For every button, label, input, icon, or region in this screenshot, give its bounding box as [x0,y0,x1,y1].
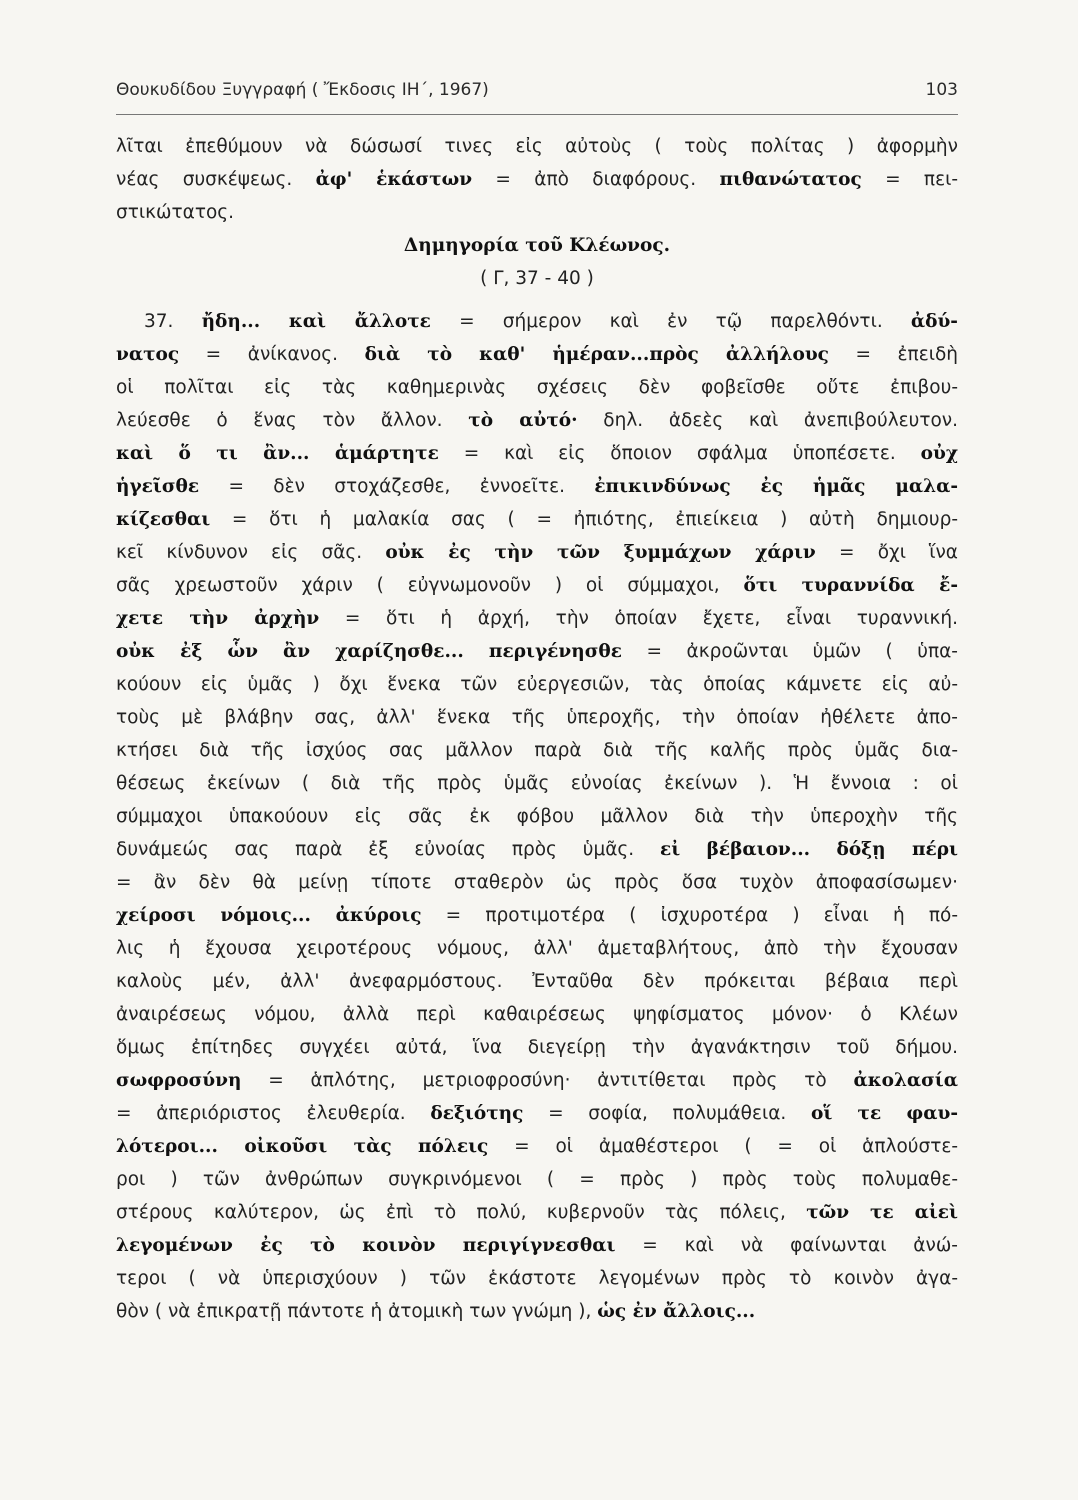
gloss-text: θέσεως ἐκείνων ( διὰ τῆς πρὸς ὑμᾶς εὐνοίας ἐκείνων ). Ἡ ἔννοια : οἱ [116,773,958,794]
gloss-text: = ἀκροῶνται ὑμῶν ( ὑπα- [621,641,958,662]
gloss-text: = ἀπὸ διαφόρους. [472,169,720,190]
lemma-term: οὐκ ἐς τὴν τῶν ξυμμάχων χάριν [385,542,816,563]
gloss-text: σᾶς χρεωστοῦν χάριν ( εὐγνωμονοῦν ) οἱ σύμμαχοι, [116,575,744,596]
gloss-text: λῖται ἐπεθύμουν νὰ δώσωσί τινες εἰς αὐτοὺς ( τοὺς πολίτας ) ἀφορμὴν [116,136,958,157]
text-line [116,965,958,998]
gloss-text: οἱ πολῖται εἰς τὰς καθημερινὰς σχέσεις δὲν φοβεῖσθε οὔτε ἐπιβου- [116,377,958,398]
text-line [116,833,958,866]
text-line [116,338,958,371]
gloss-text: καλοὺς μέν, ἀλλ' ἀνεφαρμόστους. Ἐνταῦθα δὲν πρόκειται βέβαια περὶ [116,971,958,992]
gloss-text: = οἱ ἀμαθέστεροι ( = οἱ ἁπλούστε- [488,1136,958,1157]
lemma-term: ὅτι τυραννίδα ἔ- [743,575,958,596]
gloss-text: = ἐπειδὴ [828,344,958,365]
gloss-text: δηλ. ἀδεὲς καὶ ἀνεπιβούλευτον. [577,410,958,431]
gloss-text: = πει- [861,169,958,190]
gloss-text: λις ἡ ἔχουσα χειροτέρους νόμους, ἀλλ' ἀμεταβλήτους, ἀπὸ τὴν ἔχουσαν [116,938,958,959]
gloss-text: = καὶ νὰ φαίνωνται ἀνώ- [615,1235,958,1256]
gloss-text: δυνάμεώς σας παρὰ ἐξ εὐνοίας πρὸς ὑμᾶς. [116,839,660,860]
text-line [116,899,958,932]
lemma-term: χετε τὴν ἀρχὴν [116,608,320,629]
text-line [116,1097,958,1130]
commentary-body [116,130,958,1328]
gloss-text: στέρους καλύτερον, ὡς ἐπὶ τὸ πολύ, κυβερνοῦν τὰς πόλεις, [116,1202,807,1223]
lemma-term: χείροσι νόμοις... ἀκύροις [116,905,422,926]
section-heading-line [116,229,958,262]
gloss-text: νέας συσκέψεως. [116,169,316,190]
gloss-text: τεροι ( νὰ ὑπερισχύουν ) τῶν ἑκάστοτε λεγομένων πρὸς τὸ κοινὸν ἀγα- [116,1268,958,1289]
text-line [116,1130,958,1163]
section-heading-line [116,262,958,295]
lemma-term: ἀδύ- [910,311,958,332]
lemma-term: διὰ τὸ καθ' ἡμέραν...πρὸς ἀλλήλους [364,344,829,365]
gloss-text: = ἀπεριόριστος ἐλευθερία. [116,1103,431,1124]
lemma-term: οἵ τε φαυ- [811,1103,958,1124]
text-line [116,1163,958,1196]
lemma-term: τὸ αὐτό· [468,410,578,431]
text-line [116,932,958,965]
text-line [116,998,958,1031]
gloss-text: ἀναιρέσεως νόμου, ἀλλὰ περὶ καθαιρέσεως ψηφίσματος μόνον· ὁ Κλέων [116,1004,958,1025]
gloss-text: = σοφία, πολυμάθεια. [523,1103,811,1124]
text-line [116,668,958,701]
gloss-text: σύμμαχοι ὑπακούουν εἰς σᾶς ἐκ φόβου μᾶλλον διὰ τὴν ὑπεροχὴν τῆς [116,806,958,827]
lemma-term: καὶ ὅ τι ἂν... ἁμάρτητε [116,443,439,464]
lemma-term: λεγομένων ἐς τὸ κοινὸν περιγίγνεσθαι [116,1235,616,1256]
gloss-text: 37. [144,311,202,332]
text-line [116,1262,958,1295]
text-line [116,404,958,437]
lemma-term: Δημηγορία τοῦ Κλέωνος. [403,235,671,256]
gloss-text: = δὲν στοχάζεσθε, ἐννοεῖτε. [199,476,595,497]
paragraph-gap [116,295,958,305]
lemma-term: ἐπικινδύνως ἐς ἡμᾶς μαλα- [594,476,958,497]
header-rule [116,114,958,115]
text-line [116,437,958,470]
gloss-text: = ἀνίκανος. [179,344,365,365]
gloss-text: = καὶ εἰς ὅποιον σφάλμα ὑποπέσετε. [438,443,921,464]
text-line [116,536,958,569]
lemma-term: οὐκ ἐξ ὧν ἂν χαρίζησθε... περιγένησθε [116,641,622,662]
text-line [116,470,958,503]
gloss-text: κούουν εἰς ὑμᾶς ) ὄχι ἕνεκα τῶν εὐεργεσιῶν, τὰς ὁποίας κάμνετε εἰς αὐ- [116,674,958,695]
running-title: Θουκυδίδου Ξυγγραφή ( Ἔκδοσις ΙΗ΄, 1967) [116,80,489,100]
text-line [116,1196,958,1229]
lemma-term: ὡς ἐν ἄλλοις... [597,1301,756,1322]
gloss-text: ὅμως ἐπίτηδες συγχέει αὐτά, ἵνα διεγείρῃ τὴν ἀγανάκτησιν τοῦ δήμου. [116,1037,958,1058]
gloss-text: = προτιμοτέρα ( ἰσχυροτέρα ) εἶναι ἡ πό- [421,905,958,926]
gloss-text: = ἂν δὲν θὰ μείνῃ τίποτε σταθερὸν ὡς πρὸς ὅσα τυχὸν ἀποφασίσωμεν· [116,872,958,893]
lemma-term: ἀφ' ἑκάστων [315,169,473,190]
gloss-text: κεῖ κίνδυνον εἰς σᾶς. [116,542,386,563]
gloss-text: = σήμερον καὶ ἐν τῷ παρελθόντι. [430,311,911,332]
gloss-text: ροι ) τῶν ἀνθρώπων συγκρινόμενοι ( = πρὸς ) πρὸς τοὺς πολυμαθε- [116,1169,958,1190]
text-line [116,163,958,196]
text-line [116,767,958,800]
text-line [116,1229,958,1262]
gloss-text: = ὄχι ἵνα [815,542,958,563]
gloss-text: θὸν ( νὰ ἐπικρατῇ πάντοτε ἡ ἀτομικὴ των γνώμη ), [116,1301,598,1322]
gloss-text: = ἁπλότης, μετριοφροσύνη· ἀντιτίθεται πρὸς τὸ [241,1070,854,1091]
text-line [116,1295,958,1328]
text-line [116,602,958,635]
lemma-term: δεξιότης [430,1103,524,1124]
text-line [116,701,958,734]
lemma-term: λότεροι... οἰκοῦσι τὰς πόλεις [116,1136,489,1157]
text-line [116,130,958,163]
lemma-term: νατος [116,344,180,365]
lemma-term: οὐχ [920,443,958,464]
lemma-term: ἤδη... καὶ ἄλλοτε [201,311,431,332]
text-line [116,1064,958,1097]
text-line [116,569,958,602]
lemma-term: πιθανώτατος [719,169,862,190]
text-line [116,196,958,229]
lemma-term: σωφροσύνη [116,1070,242,1091]
lemma-term: ἡγεῖσθε [116,476,200,497]
running-header [116,80,958,100]
page-number: 103 [925,80,958,100]
lemma-term: ἀκολασία [853,1070,958,1091]
lemma-term: τῶν τε αἰεὶ [806,1202,958,1223]
text-line [116,1031,958,1064]
gloss-text: λεύεσθε ὁ ἕνας τὸν ἄλλον. [116,410,469,431]
text-line [116,734,958,767]
text-line [116,503,958,536]
gloss-text: = ὅτι ἡ ἀρχή, τὴν ὁποίαν ἔχετε, εἶναι τυραννική. [319,608,958,629]
gloss-text: ( Γ, 37 - 40 ) [480,268,594,289]
text-line [116,371,958,404]
text-line [116,305,958,338]
text-line [116,635,958,668]
lemma-term: εἰ βέβαιον... δόξῃ πέρι [660,839,958,860]
gloss-text: = ὅτι ἡ μαλακία σας ( = ἠπιότης, ἐπιείκεια ) αὐτὴ δημιουρ- [210,509,958,530]
text-line [116,800,958,833]
gloss-text: κτήσει διὰ τῆς ἰσχύος σας μᾶλλον παρὰ διὰ τῆς καλῆς πρὸς ὑμᾶς δια- [116,740,958,761]
lemma-term: κίζεσθαι [116,509,211,530]
gloss-text: τοὺς μὲ βλάβην σας, ἀλλ' ἕνεκα τῆς ὑπεροχῆς, τὴν ὁποίαν ἠθέλετε ἀπο- [116,707,958,728]
gloss-text: στικώτατος. [116,202,235,223]
text-line [116,866,958,899]
